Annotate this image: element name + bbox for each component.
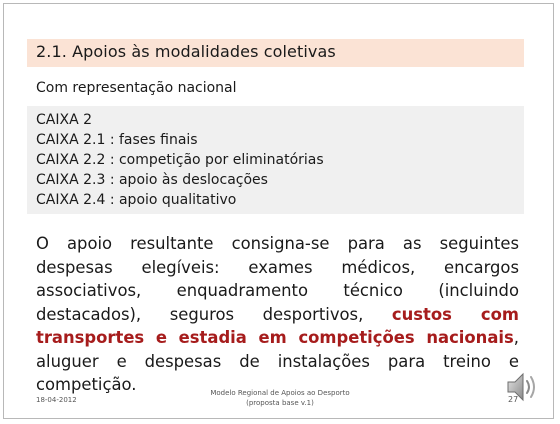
list-item: CAIXA 2.1 : fases finais (36, 132, 198, 148)
speaker-icon[interactable] (504, 369, 540, 405)
paragraph-text-end: , aluguer e despesas de instalações para treino e competição. (36, 328, 519, 394)
list-item: CAIXA 2.2 : competição por eliminatórias (36, 152, 324, 168)
footer-title-line2: (proposta base v.1) (246, 399, 314, 407)
body-paragraph (36, 232, 519, 397)
slide-subtitle: Com representação nacional (36, 80, 237, 96)
list-item: CAIXA 2 (36, 112, 93, 128)
footer-title-line1: Modelo Regional de Apoios ao Desporto (210, 389, 350, 397)
footer-title (190, 388, 370, 408)
paragraph-text: O apoio resultante consigna-se para as seguintes despesas elegíveis: exames médicos, encargos associativos, enquadramento técnico (incluindo destacados), seguros desportivos, (36, 234, 519, 324)
slide-title: 2.1. Apoios às modalidades coletivas (36, 42, 336, 61)
list-item: CAIXA 2.4 : apoio qualitativo (36, 192, 237, 208)
highlighted-text: custos com transportes e estadia em competições nacionais (36, 304, 519, 347)
list-item: CAIXA 2.3 : apoio às deslocações (36, 172, 268, 188)
page-number: 27 (508, 395, 519, 404)
footer-date: 18-04-2012 (36, 396, 77, 404)
